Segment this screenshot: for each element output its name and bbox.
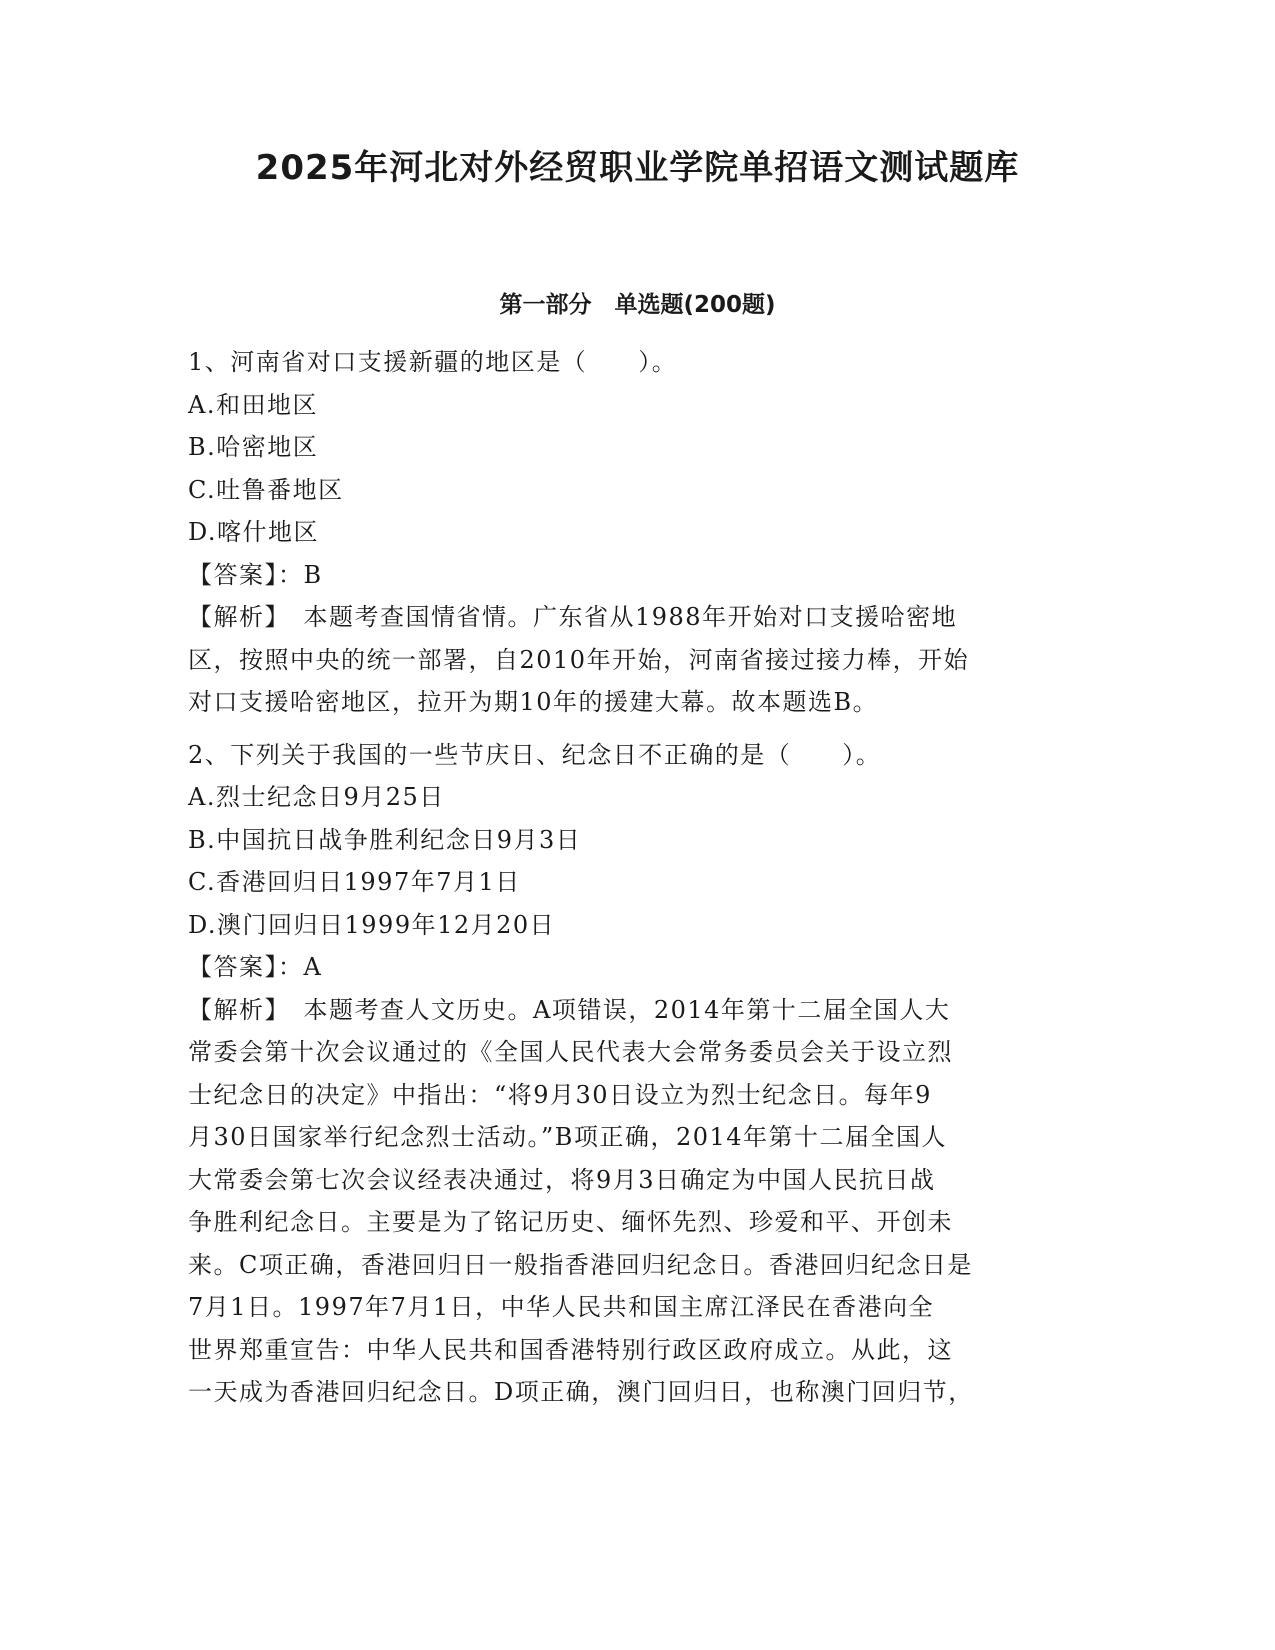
analysis-line: 【解析】 本题考查国情省情。广东省从1988年开始对口支援哈密地 <box>188 603 958 631</box>
question-spacer <box>188 724 1078 734</box>
option-c: C.香港回归日1997年7月1日 <box>188 868 521 896</box>
analysis-line: 常委会第十次会议通过的《全国人民代表大会常务委员会关于设立烈 <box>188 1038 953 1066</box>
analysis-line: 一天成为香港回归纪念日。D项正确，澳门回归日，也称澳门回归节， <box>188 1378 974 1406</box>
analysis-line: 【解析】 本题考查人文历史。A项错误，2014年第十二届全国人大 <box>188 995 951 1024</box>
document-body <box>188 341 1078 1414</box>
option-a: A.烈士纪念日9月25日 <box>188 783 445 811</box>
option-c: C.吐鲁番地区 <box>188 475 344 504</box>
analysis-line: 7月1日。1997年7月1日，中华人民共和国主席江泽民在香港向全 <box>188 1293 935 1321</box>
option-b: B.中国抗日战争胜利纪念日9月3日 <box>188 825 582 854</box>
analysis-line: 世界郑重宣告：中华人民共和国香港特别行政区政府成立。从此，这 <box>188 1335 953 1364</box>
analysis-line: 士纪念日的决定》中指出：“将9月30日设立为烈士纪念日。每年9 <box>188 1080 932 1109</box>
question-block <box>188 341 1078 724</box>
question-stem: 2、下列关于我国的一些节庆日、纪念日不正确的是（ ）。 <box>188 740 882 769</box>
answer-line: 【答案】：A <box>188 953 323 981</box>
analysis-line: 对口支援哈密地区，拉开为期10年的援建大幕。故本题选B。 <box>188 688 879 716</box>
section-heading: 第一部分 单选题(200题) <box>499 292 776 318</box>
analysis-line: 月30日国家举行纪念烈士活动。”B项正确，2014年第十二届全国人 <box>188 1123 948 1151</box>
option-d: D.澳门回归日1999年12月20日 <box>188 910 556 939</box>
analysis-line: 争胜利纪念日。主要是为了铭记历史、缅怀先烈、珍爱和平、开创未 <box>188 1208 953 1236</box>
answer-line: 【答案】：B <box>188 560 323 589</box>
analysis-line: 来。C项正确，香港回归日一般指香港回归纪念日。香港回归纪念日是 <box>188 1250 973 1279</box>
analysis-line: 区，按照中央的统一部署，自2010年开始，河南省接过接力棒，开始 <box>188 645 970 674</box>
analysis-line: 大常委会第七次会议经表决通过，将9月3日确定为中国人民抗日战 <box>188 1165 936 1194</box>
question-stem: 1、河南省对口支援新疆的地区是（ ）。 <box>188 348 678 376</box>
document-title: 2025年河北对外经贸职业学院单招语文测试题库 <box>255 148 1020 188</box>
option-d: D.喀什地区 <box>188 518 320 546</box>
question-block <box>188 734 1078 1414</box>
option-a: A.和田地区 <box>188 390 318 419</box>
option-b: B.哈密地区 <box>188 433 319 461</box>
